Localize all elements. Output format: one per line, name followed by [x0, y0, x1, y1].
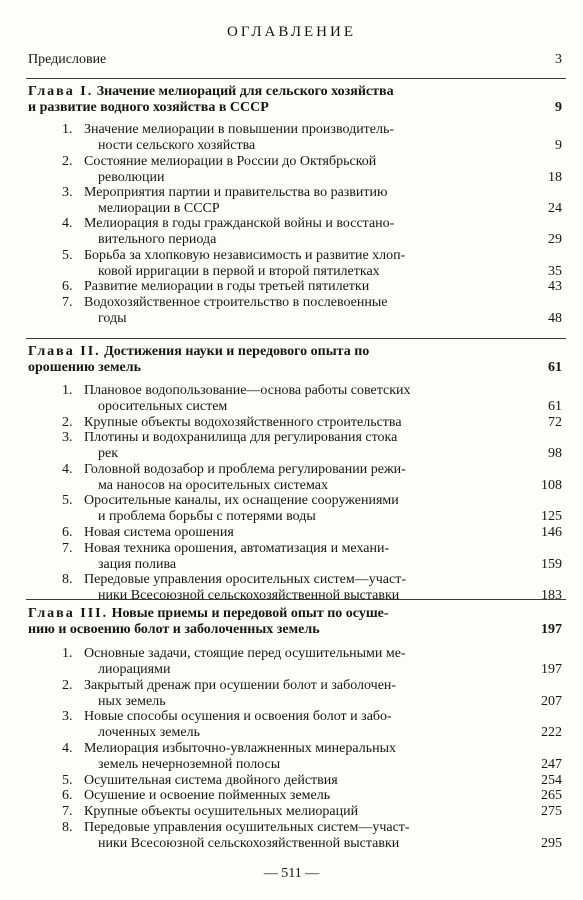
- section-title-line: мелиорации в СССР: [98, 200, 220, 216]
- section-title-line: ники Всесоюзной сельскохозяйственной выставки: [98, 587, 400, 603]
- chapter-title-line: орошению земель: [28, 359, 141, 375]
- section-number: 2.: [62, 678, 73, 693]
- section-title: [84, 820, 562, 851]
- toc-section: [62, 773, 562, 789]
- section-title-line: Крупные объекты осушительных мелиораций: [84, 804, 359, 819]
- section-title: [84, 154, 562, 185]
- chapter-title-line: [28, 344, 562, 360]
- chapter-page: 61: [548, 359, 562, 375]
- section-title: [84, 248, 562, 279]
- section-title-line: рек: [98, 445, 119, 461]
- section-number: 7.: [62, 541, 73, 556]
- preface-page: 3: [555, 52, 562, 67]
- section-title: [84, 646, 562, 677]
- toc-section: [62, 248, 562, 279]
- section-number: 4.: [62, 741, 73, 756]
- section-title-line: ности сельского хозяйства: [98, 137, 256, 153]
- section-number: 3.: [62, 709, 73, 724]
- chapter-label: Глава I.: [28, 84, 94, 99]
- section-title: [84, 709, 562, 740]
- page-title: ОГЛАВЛЕНИЕ: [227, 24, 356, 40]
- section-page: 125: [541, 508, 562, 524]
- section-number: 5.: [62, 493, 73, 508]
- divider: [26, 78, 566, 79]
- section-title-line: вительного периода: [98, 231, 217, 247]
- section-title-line: революции: [98, 169, 165, 185]
- section-page: 35: [548, 263, 562, 279]
- section-title-line: лиорациями: [98, 661, 171, 677]
- chapter-heading: [28, 84, 562, 115]
- section-title-line: ковой ирригации в первой и второй пятилетках: [98, 263, 380, 279]
- section-title-line: ники Всесоюзной сельскохозяйственной выставки: [98, 835, 400, 851]
- section-title: [84, 525, 562, 541]
- chapter-label: Глава II.: [28, 344, 101, 359]
- section-title-line: Осушение и освоение пойменных земель: [84, 788, 331, 803]
- section-title-line: Мероприятия партии и правительства во развитию: [84, 185, 388, 200]
- toc-section: [62, 541, 562, 572]
- preface-label: Предисловие: [28, 52, 107, 67]
- toc-section: [62, 430, 562, 461]
- section-number: 2.: [62, 154, 73, 169]
- section-title: [84, 122, 562, 153]
- section-title-line: Крупные объекты водохозяйственного строительства: [84, 415, 402, 430]
- chapter-title-line: нию и освоению болот и заболоченных земель: [28, 621, 320, 637]
- section-page: 222: [541, 724, 562, 740]
- toc-section: [62, 820, 562, 851]
- section-number: 4.: [62, 216, 73, 231]
- section-title: [84, 295, 562, 326]
- section-page: 275: [541, 804, 562, 819]
- section-title-line: лоченных земель: [98, 724, 200, 740]
- section-title-line: Передовые управления оросительных систем—участ-: [84, 572, 406, 587]
- section-title: [84, 788, 562, 804]
- section-title-line: Передовые управления осушительных систем—участ-: [84, 820, 410, 835]
- section-title: [84, 415, 562, 431]
- chapter-page: 9: [555, 99, 562, 115]
- toc-section: [62, 804, 562, 820]
- section-number: 1.: [62, 646, 73, 661]
- chapter-title-line: [28, 606, 562, 622]
- chapter-title-line: и развитие водного хозяйства в СССР: [28, 99, 269, 115]
- chapter-title-text: Новые приемы и передовой опыт по осуше-: [111, 606, 389, 621]
- section-title-line: Плановое водопользование—основа работы советских: [84, 383, 411, 398]
- divider: [26, 599, 566, 600]
- section-title: [84, 678, 562, 709]
- section-page: 159: [541, 556, 562, 572]
- section-page: 207: [541, 693, 562, 709]
- section-page: 265: [541, 788, 562, 803]
- section-page: 61: [548, 398, 562, 414]
- section-title-line: зация полива: [98, 556, 177, 572]
- section-title: [84, 741, 562, 772]
- page-number-footer: — 511 —: [263, 866, 320, 881]
- section-number: 4.: [62, 462, 73, 477]
- section-number: 6.: [62, 525, 73, 540]
- section-page: 24: [548, 200, 562, 216]
- toc-section: [62, 154, 562, 185]
- section-title-line: Мелиорация избыточно-увлажненных минеральных: [84, 741, 396, 756]
- section-number: 7.: [62, 804, 73, 819]
- section-title-line: Мелиорация в годы гражданской войны и восстано-: [84, 216, 395, 231]
- toc-section: [62, 122, 562, 153]
- section-page: 9: [555, 137, 562, 153]
- preface-entry: [28, 52, 562, 68]
- section-page: 98: [548, 445, 562, 461]
- section-number: 6.: [62, 279, 73, 294]
- toc-section: [62, 279, 562, 295]
- chapter-page: 197: [541, 621, 562, 637]
- section-title-line: оросительных систем: [98, 398, 228, 414]
- section-page: 18: [548, 169, 562, 185]
- section-title: [84, 216, 562, 247]
- section-title: [84, 773, 562, 789]
- section-title: [84, 279, 562, 295]
- section-title-line: и проблема борьбы с потерями воды: [98, 508, 316, 524]
- toc-section: [62, 525, 562, 541]
- section-page: 295: [541, 835, 562, 851]
- section-title-line: Водохозяйственное строительство в послевоенные: [84, 295, 388, 310]
- divider: [26, 338, 566, 339]
- section-number: 5.: [62, 248, 73, 263]
- section-page: 48: [548, 310, 562, 326]
- toc-section: [62, 709, 562, 740]
- section-title-line: Значение мелиорации в повышении производитель-: [84, 122, 395, 137]
- chapter-heading: [28, 344, 562, 375]
- section-page: 183: [541, 587, 562, 603]
- toc-section: [62, 185, 562, 216]
- chapter-title-line: [28, 84, 562, 100]
- section-title: [84, 185, 562, 216]
- toc-section: [62, 741, 562, 772]
- section-page: 197: [541, 661, 562, 677]
- toc-section: [62, 788, 562, 804]
- section-title: [84, 541, 562, 572]
- chapter-label: Глава III.: [28, 606, 109, 621]
- section-title-line: Новые способы осушения и освоения болот и забо-: [84, 709, 392, 724]
- section-number: 3.: [62, 430, 73, 445]
- section-page: 72: [548, 415, 562, 430]
- toc-section: [62, 216, 562, 247]
- section-title-line: Оросительные каналы, их оснащение сооружениями: [84, 493, 399, 508]
- section-page: 254: [541, 773, 562, 788]
- section-title-line: Новая система орошения: [84, 525, 234, 540]
- section-number: 1.: [62, 383, 73, 398]
- section-page: 146: [541, 525, 562, 540]
- section-number: 5.: [62, 773, 73, 788]
- toc-section: [62, 383, 562, 414]
- section-title: [84, 804, 562, 820]
- section-title-line: Развитие мелиорации в годы третьей пятилетки: [84, 279, 370, 294]
- toc-section: [62, 678, 562, 709]
- toc-section: [62, 295, 562, 326]
- chapter-title-text: Достижения науки и передового опыта по: [104, 344, 370, 359]
- section-title-line: Новая техника орошения, автоматизация и механи-: [84, 541, 390, 556]
- section-title-line: ма наносов на оросительных системах: [98, 477, 328, 493]
- section-title-line: Закрытый дренаж при осушении болот и заболочен-: [84, 678, 397, 693]
- section-title-line: земель нечерноземной полосы: [98, 756, 281, 772]
- toc-section: [62, 493, 562, 524]
- section-title: [84, 430, 562, 461]
- section-page: 29: [548, 231, 562, 247]
- toc-section: [62, 462, 562, 493]
- section-title-line: Плотины и водохранилища для регулирования стока: [84, 430, 398, 445]
- section-title-line: Состояние мелиорации в России до Октябрьской: [84, 154, 377, 169]
- section-title-line: ных земель: [98, 693, 166, 709]
- section-number: 7.: [62, 295, 73, 310]
- section-number: 1.: [62, 122, 73, 137]
- toc-section: [62, 415, 562, 431]
- section-number: 6.: [62, 788, 73, 803]
- section-title-line: Основные задачи, стоящие перед осушительными ме-: [84, 646, 406, 661]
- section-title-line: Осушительная система двойного действия: [84, 773, 338, 788]
- chapter-heading: [28, 606, 562, 637]
- section-page: 247: [541, 756, 562, 772]
- section-title-line: Борьба за хлопковую независимость и развитие хлоп-: [84, 248, 406, 263]
- section-page: 43: [548, 279, 562, 294]
- section-title-line: годы: [98, 310, 127, 326]
- section-number: 2.: [62, 415, 73, 430]
- section-number: 8.: [62, 820, 73, 835]
- toc-section: [62, 646, 562, 677]
- section-title: [84, 383, 562, 414]
- section-title-line: Головной водозабор и проблема регулировании режи-: [84, 462, 406, 477]
- section-title: [84, 493, 562, 524]
- chapter-title-text: Значение мелиораций для сельского хозяйства: [96, 84, 394, 99]
- section-number: 8.: [62, 572, 73, 587]
- section-title: [84, 462, 562, 493]
- section-page: 108: [541, 477, 562, 493]
- section-number: 3.: [62, 185, 73, 200]
